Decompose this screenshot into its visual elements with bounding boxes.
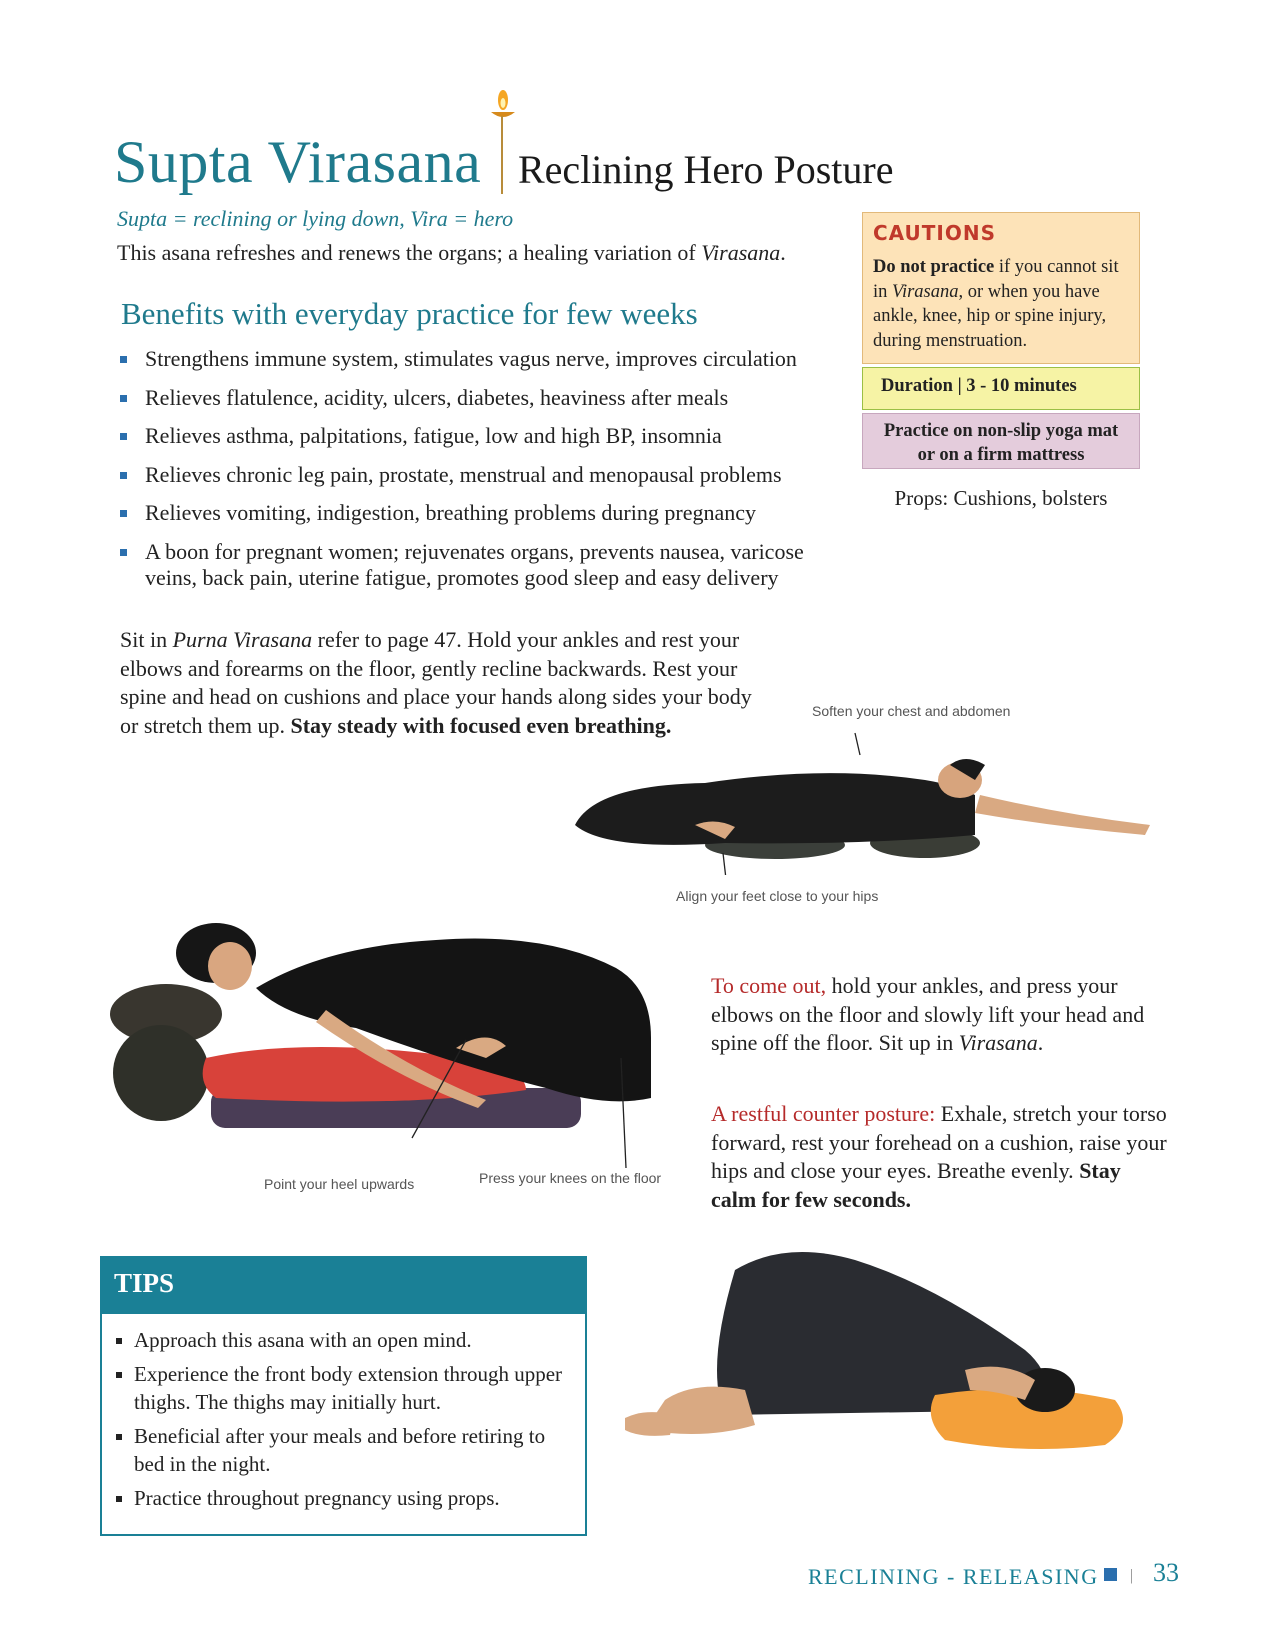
counter-posture-photo — [605, 1240, 1165, 1475]
instructions-text: Sit in Purna Virasana refer to page 47. Hold your ankles and rest your elbows and forearms on the floor, gently recline backwards. Rest your spine and head on cushions and place your hands along sides your body or stretch them up. Stay steady with focused even breathing. — [120, 627, 752, 738]
benefits-heading: Benefits with everyday practice for few weeks — [121, 296, 698, 331]
practice-line-1: Practice on non-slip yoga mat — [883, 421, 1119, 441]
duration-box: Duration | 3 - 10 minutes — [862, 367, 1140, 410]
list-item: Relieves chronic leg pain, prostate, menstrual and menopausal problems — [117, 462, 897, 488]
caption-feet: Align your feet close to your hips — [676, 888, 879, 904]
reclining-on-cushions-photo — [106, 918, 666, 1168]
list-item: A boon for pregnant women; rejuvenates organs, prevents nausea, varicose veins, back pain, uterine fatigue, promotes good sleep and easy delivery — [117, 539, 897, 591]
list-item: Relieves vomiting, indigestion, breathing problems during pregnancy — [117, 500, 897, 526]
reclining-arms-up-photo — [565, 725, 1180, 875]
come-out-text: To come out, hold your ankles, and press your elbows on the floor and slowly lift your head and spine off the floor. Sit up in Virasana. — [711, 973, 1145, 1055]
caption-heel: Point your heel upwards — [264, 1176, 415, 1192]
list-item: Strengthens immune system, stimulates vagus nerve, improves circulation — [117, 346, 897, 372]
candle-icon — [486, 88, 520, 128]
list-item: Relieves flatulence, acidity, ulcers, diabetes, heaviness after meals — [117, 385, 897, 411]
list-item: Relieves asthma, palpitations, fatigue, low and high BP, insomnia — [117, 423, 897, 449]
title-divider — [501, 116, 503, 194]
benefits-list — [117, 346, 897, 603]
props-text: Props: Cushions, bolsters — [894, 486, 1108, 510]
practice-surface-box — [862, 413, 1140, 469]
footer-section-label: RECLINING - RELEASING — [808, 1564, 1099, 1589]
list-item: Approach this asana with an open mind. — [114, 1326, 575, 1354]
practice-line-2: or on a firm mattress — [917, 445, 1085, 465]
footer-square-icon — [1104, 1568, 1117, 1581]
list-item: Beneficial after your meals and before retiring to bed in the night. — [114, 1422, 575, 1478]
cautions-heading: CAUTIONS — [873, 221, 997, 245]
cautions-box — [862, 212, 1140, 364]
tips-heading: TIPS — [102, 1258, 585, 1314]
intro-text: This asana refreshes and renews the organs; a healing variation of Virasana. — [117, 240, 786, 265]
page-number: 33 — [1153, 1558, 1179, 1587]
tips-list — [102, 1314, 585, 1512]
cautions-text: Do not practice if you cannot sit in Virasana, or when you have ankle, knee, hip or spine injury, during menstruation. — [873, 257, 1119, 351]
caption-chest: Soften your chest and abdomen — [812, 703, 1011, 719]
counter-posture-text: A restful counter posture: Exhale, stretch your torso forward, rest your forehead on a cushion, raise your hips and close your eyes. Breathe evenly. Stay calm for few seconds. — [711, 1101, 1167, 1212]
page-subtitle: Reclining Hero Posture — [518, 147, 894, 192]
caption-knees: Press your knees on the floor — [479, 1170, 662, 1186]
page-title: Supta Virasana — [114, 129, 482, 195]
footer-separator: | — [1130, 1567, 1134, 1584]
list-item: Practice throughout pregnancy using props. — [114, 1484, 575, 1512]
list-item: Experience the front body extension through upper thighs. The thighs may initially hurt. — [114, 1360, 575, 1416]
sanskrit-meaning: Supta = reclining or lying down, Vira = hero — [117, 206, 514, 231]
tips-box — [100, 1256, 587, 1536]
